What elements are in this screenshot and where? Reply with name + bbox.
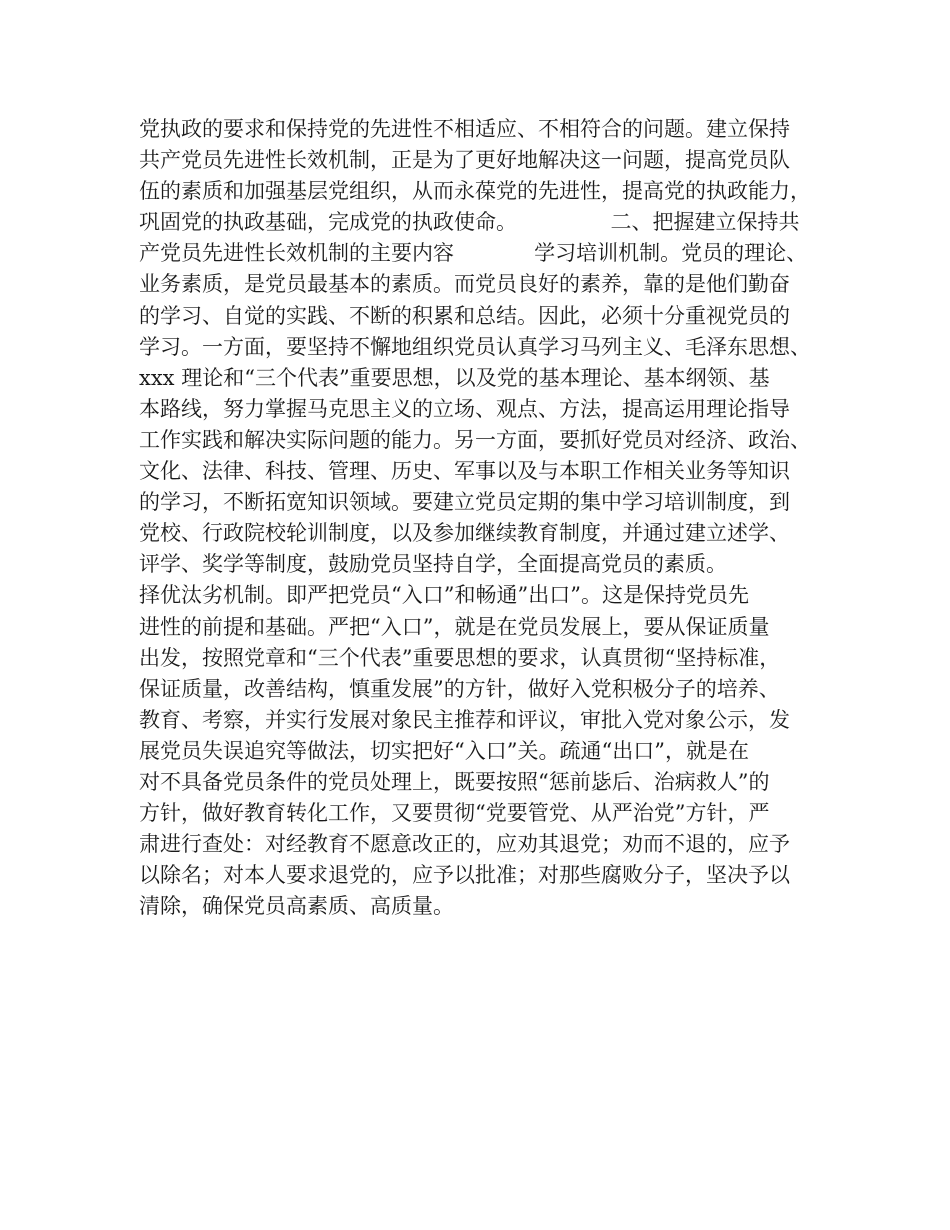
text-line: 评学、奖学等制度，鼓励党员坚持自学，全面提高党员的素质。	[139, 552, 727, 577]
text-line: 出发，按照党章和“三个代表”重要思想的要求，认真贯彻“坚持标准，	[139, 645, 781, 670]
text-line: 以除名；对本人要求退党的，应予以批准；对那些腐败分子，坚决予以	[139, 863, 790, 888]
text-line: 保证质量，改善结构，慎重发展”的方针，做好入党积极分子的培养、	[139, 676, 780, 701]
text-line: 巩固党的执政基础，完成党的执政使命。 二、把握建立保持共	[139, 210, 800, 235]
text-line: 择优汰劣机制。即严把党员“入口”和畅通”出口”。这是保持党员先	[139, 583, 749, 608]
text-line: 文化、法律、科技、管理、历史、军事以及与本职工作相关业务等知识	[139, 459, 790, 484]
text-line: 工作实践和解决实际问题的能力。另一方面，要抓好党员对经济、政治、	[139, 427, 811, 452]
text-line: 伍的素质和加强基层党组织，从而永葆党的先进性，提高党的执政能力，	[139, 179, 811, 204]
text-line: 党执政的要求和保持党的先进性不相适应、不相符合的问题。建立保持	[139, 117, 790, 141]
text-line: 教育、考察，并实行发展对象民主推荐和评议，审批入党对象公示，发	[139, 707, 790, 732]
text-line: 肃进行查处：对经教育不愿意改正的，应劝其退党；劝而不退的，应予	[139, 832, 790, 857]
text-line: 共产党员先进性长效机制，正是为了更好地解决这一问题，提高党员队	[139, 148, 790, 173]
text-line: 的学习、自觉的实践、不断的积累和总结。因此，必须十分重视党员的	[139, 303, 790, 328]
text-line: xxx 理论和“三个代表”重要思想，以及党的基本理论、基本纲领、基	[139, 365, 770, 390]
text-line: 清除，确保党员高素质、高质量。	[139, 894, 454, 919]
text-line: 本路线，努力掌握马克思主义的立场、观点、方法，提高运用理论指导	[139, 396, 790, 421]
text-line: 方针，做好教育转化工作，又要贯彻“党要管党、从严治党”方针，严	[139, 801, 770, 826]
text-line: 学习。一方面，要坚持不懈地组织党员认真学习马列主义、毛泽东思想、	[139, 334, 811, 359]
text-line: 进性的前提和基础。严把“入口”，就是在党员发展上，要从保证质量	[139, 614, 770, 639]
text-line: 的学习，不断拓宽知识领域。要建立党员定期的集中学习培训制度，到	[139, 490, 790, 515]
text-line: 党校、行政院校轮训制度，以及参加继续教育制度，并通过建立述学、	[139, 521, 790, 546]
body-text	[139, 114, 839, 922]
text-line: 对不具备党员条件的党员处理上，既要按照“惩前毖后、治病救人”的	[139, 769, 770, 794]
text-line: 业务素质，是党员最基本的素质。而党员良好的素养，靠的是他们勤奋	[139, 272, 790, 297]
text-line: 展党员失误追究等做法，切实把好“入口”关。疏通“出口”，就是在	[139, 738, 749, 763]
text-line: 产党员先进性长效机制的主要内容 学习培训机制。党员的理论、	[139, 241, 808, 266]
